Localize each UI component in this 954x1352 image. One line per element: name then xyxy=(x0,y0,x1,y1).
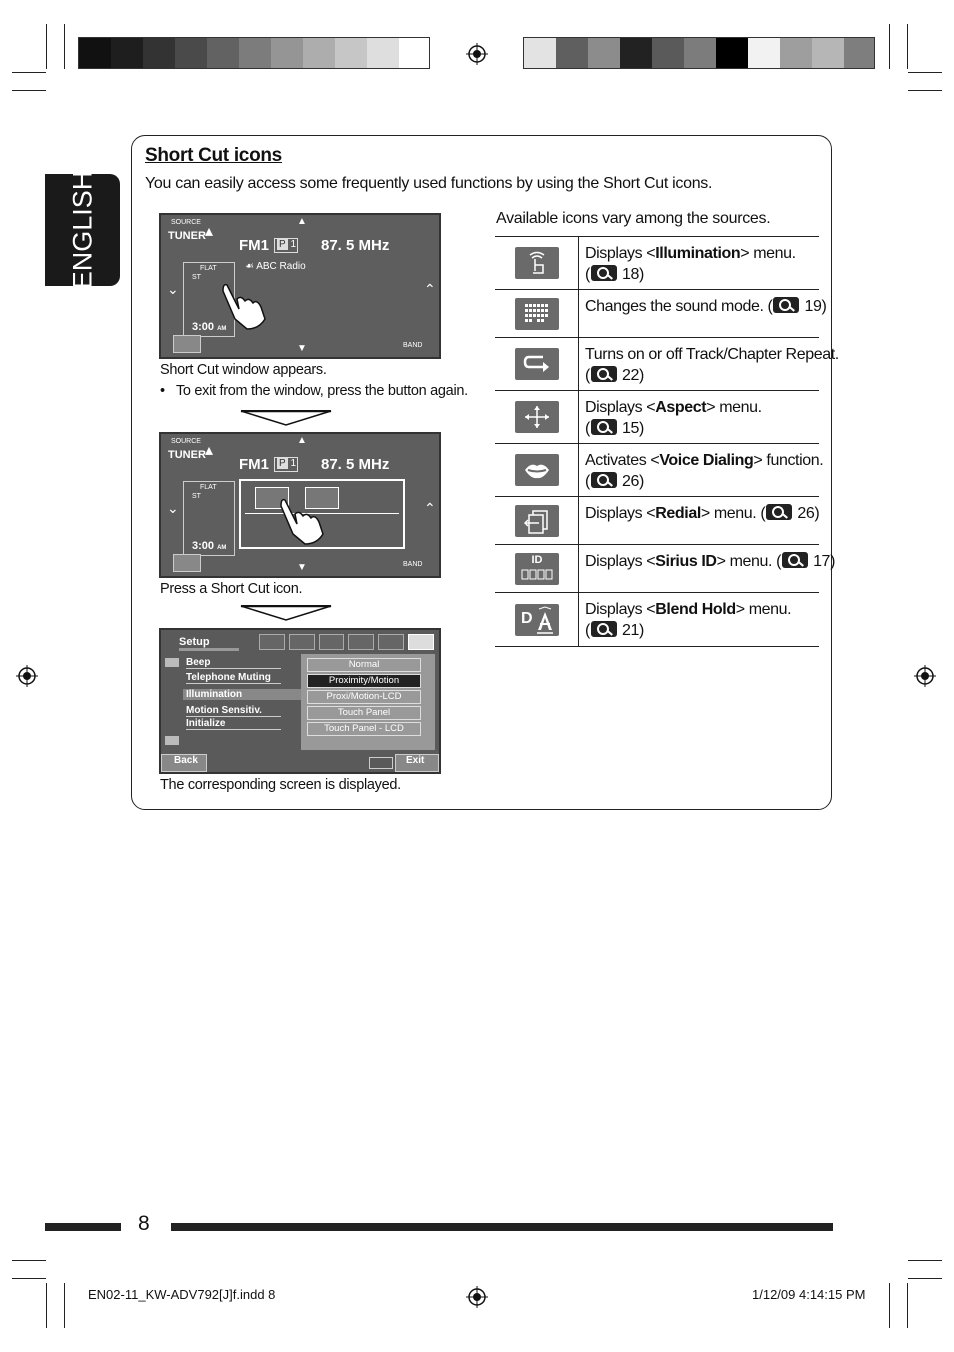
option-touch-panel-lcd[interactable]: Touch Panel - LCD xyxy=(307,722,421,736)
row-voice-dialing-text: Activates <Voice Dialing> function. ( 26) xyxy=(585,452,824,490)
tab-tuner[interactable] xyxy=(348,634,374,650)
shortcut-button-icon[interactable] xyxy=(173,554,201,572)
registration-mark-icon xyxy=(914,665,936,687)
flat-label: FLAT xyxy=(200,265,217,272)
preset-badge: P 1 xyxy=(274,238,298,253)
tab-disc[interactable] xyxy=(319,634,345,650)
tab-setup[interactable] xyxy=(408,634,434,650)
hand-pointer-icon xyxy=(277,494,329,548)
tuner-label: TUNER xyxy=(168,449,206,461)
crop-mark xyxy=(889,1283,890,1328)
up-arrow-icon[interactable]: ▲ xyxy=(297,435,307,446)
magnifier-icon xyxy=(591,621,617,637)
crop-mark xyxy=(46,24,47,69)
tab-input[interactable] xyxy=(378,634,404,650)
source-label: SOURCE xyxy=(171,438,201,445)
band-label: FM1 xyxy=(239,456,269,473)
step-caption-3: The corresponding screen is displayed. xyxy=(160,777,401,793)
scroll-up-icon[interactable] xyxy=(165,658,179,667)
row-sirius-id-text: Displays <Sirius ID> menu. ( 17) xyxy=(585,553,835,570)
sound-mode-icon xyxy=(515,298,559,330)
grayscale-bar-left xyxy=(78,37,430,69)
footer-filename: EN02-11_KW-ADV792[J]f.indd 8 xyxy=(88,1287,276,1302)
down-arrow-icon[interactable]: ▼ xyxy=(297,562,307,573)
sirius-id-icon: ID xyxy=(515,553,559,585)
table-row xyxy=(495,497,819,545)
st-label: ST xyxy=(192,493,201,500)
magnifier-icon xyxy=(591,472,617,488)
magnifier-icon xyxy=(591,265,617,281)
registration-mark-icon xyxy=(466,43,488,65)
row-illumination-text: Displays <Illumination> menu. ( 18) xyxy=(585,245,796,283)
setup-item-illumination[interactable]: Illumination xyxy=(183,689,301,700)
step-caption-1: Short Cut window appears. xyxy=(160,362,327,378)
illumination-icon xyxy=(515,247,559,279)
back-button[interactable]: Back xyxy=(161,754,207,772)
frequency-display: 87. 5 MHz xyxy=(321,237,390,254)
clock: 3:00 AM xyxy=(192,540,227,552)
table-row xyxy=(495,593,819,647)
left-panel xyxy=(183,481,235,556)
step-bullet-1: • To exit from the window, press the button again. xyxy=(160,383,468,399)
icon-table xyxy=(495,236,839,647)
station-name: ☙ ABC Radio xyxy=(245,261,306,272)
chevron-down-icon[interactable]: ⌄ xyxy=(167,500,179,516)
frequency-display: 87. 5 MHz xyxy=(321,456,390,473)
setup-tabs xyxy=(259,634,434,650)
setup-item-beep[interactable]: Beep xyxy=(186,657,281,669)
source-label: SOURCE xyxy=(171,219,201,226)
page-rule-left xyxy=(45,1223,121,1231)
option-normal[interactable]: Normal xyxy=(307,658,421,672)
section-intro: You can easily access some frequently used functions by using the Short Cut icons. xyxy=(145,175,713,192)
page-number: 8 xyxy=(138,1212,150,1235)
step-caption-2: Press a Short Cut icon. xyxy=(160,581,303,597)
step-arrow-icon xyxy=(240,605,332,621)
flat-label: FLAT xyxy=(200,484,217,491)
tab-clock[interactable] xyxy=(289,634,315,650)
option-proxi-motion-lcd[interactable]: Proxi/Motion-LCD xyxy=(307,690,421,704)
crop-mark xyxy=(907,1283,908,1328)
setup-item-telephone-muting[interactable]: Telephone Muting xyxy=(186,672,281,684)
tuner-screen-2 xyxy=(159,432,441,578)
magnifier-icon xyxy=(591,419,617,435)
tuner-label: TUNER xyxy=(168,230,206,242)
st-label: ST xyxy=(192,274,201,281)
antenna-icon: ▴ xyxy=(205,223,214,240)
crop-mark xyxy=(908,90,942,91)
crop-mark xyxy=(46,1283,47,1328)
magnifier-icon xyxy=(591,366,617,382)
section-title: Short Cut icons xyxy=(145,145,282,166)
down-arrow-icon[interactable]: ▼ xyxy=(297,343,307,354)
redial-icon xyxy=(515,505,559,537)
preset-badge: P 1 xyxy=(274,457,298,472)
voice-dialing-icon xyxy=(515,454,559,486)
crop-mark xyxy=(12,90,46,91)
table-row xyxy=(495,444,824,497)
language-tab xyxy=(45,170,120,290)
grayscale-bar-right xyxy=(523,37,875,69)
up-arrow-icon[interactable]: ▲ xyxy=(297,216,307,227)
blend-hold-icon: D xyxy=(515,604,559,636)
table-row xyxy=(495,290,827,338)
language-label: ENGLISH xyxy=(67,170,97,290)
table-row xyxy=(495,237,819,290)
chevron-down-icon[interactable]: ⌄ xyxy=(167,281,179,297)
hand-pointer-icon xyxy=(219,281,271,331)
setup-item-initialize[interactable]: Initialize xyxy=(186,718,281,730)
crop-mark xyxy=(64,1283,65,1328)
scroll-down-icon[interactable] xyxy=(165,736,179,745)
chevron-up-icon[interactable]: ⌃ xyxy=(424,281,436,297)
footer-datetime: 1/12/09 4:14:15 PM xyxy=(752,1287,866,1302)
table-row xyxy=(495,338,839,391)
step-arrow-icon xyxy=(240,410,332,426)
indicator-icon xyxy=(369,757,393,769)
row-sound-mode-text: Changes the sound mode. ( 19) xyxy=(585,298,827,315)
crop-mark xyxy=(12,1278,46,1279)
crop-mark xyxy=(12,1260,46,1261)
options-panel xyxy=(301,654,435,750)
crop-mark xyxy=(889,24,890,69)
tuner-screen-1 xyxy=(159,213,441,359)
table-heading: Available icons vary among the sources. xyxy=(496,210,771,227)
option-touch-panel[interactable]: Touch Panel xyxy=(307,706,421,720)
table-row xyxy=(495,391,819,444)
row-repeat-text: Turns on or off Track/Chapter Repeat. ( 22) xyxy=(585,346,839,384)
clock: 3:00 AM xyxy=(192,321,227,333)
band-button[interactable]: BAND xyxy=(403,342,423,349)
crop-mark xyxy=(64,24,65,69)
option-proximity-motion[interactable]: Proximity/Motion xyxy=(307,674,421,688)
repeat-icon xyxy=(515,348,559,380)
registration-mark-icon xyxy=(466,1286,488,1308)
crop-mark xyxy=(12,72,46,73)
tab-display[interactable] xyxy=(259,634,285,650)
crop-mark xyxy=(908,1278,942,1279)
exit-button[interactable]: Exit xyxy=(395,754,439,772)
magnifier-icon xyxy=(766,504,792,520)
setup-item-motion-sensitiv[interactable]: Motion Sensitiv. xyxy=(186,705,281,717)
crop-mark xyxy=(907,24,908,69)
setup-title: Setup xyxy=(179,636,210,648)
band-label: FM1 xyxy=(239,237,269,254)
magnifier-icon xyxy=(773,297,799,313)
crop-mark xyxy=(908,72,942,73)
row-aspect-text: Displays <Aspect> menu. ( 15) xyxy=(585,399,762,437)
row-blend-hold-text: Displays <Blend Hold> menu. ( 21) xyxy=(585,601,792,639)
setup-screen xyxy=(159,628,441,774)
row-redial-text: Displays <Redial> menu. ( 26) xyxy=(585,505,820,522)
page-rule-right xyxy=(171,1223,833,1231)
registration-mark-icon xyxy=(16,665,38,687)
shortcut-button-icon[interactable] xyxy=(173,335,201,353)
magnifier-icon xyxy=(782,552,808,568)
band-button[interactable]: BAND xyxy=(403,561,423,568)
antenna-icon: ▴ xyxy=(205,442,214,459)
crop-mark xyxy=(908,1260,942,1261)
table-row xyxy=(495,545,835,593)
aspect-icon xyxy=(515,401,559,433)
chevron-up-icon[interactable]: ⌃ xyxy=(424,500,436,516)
